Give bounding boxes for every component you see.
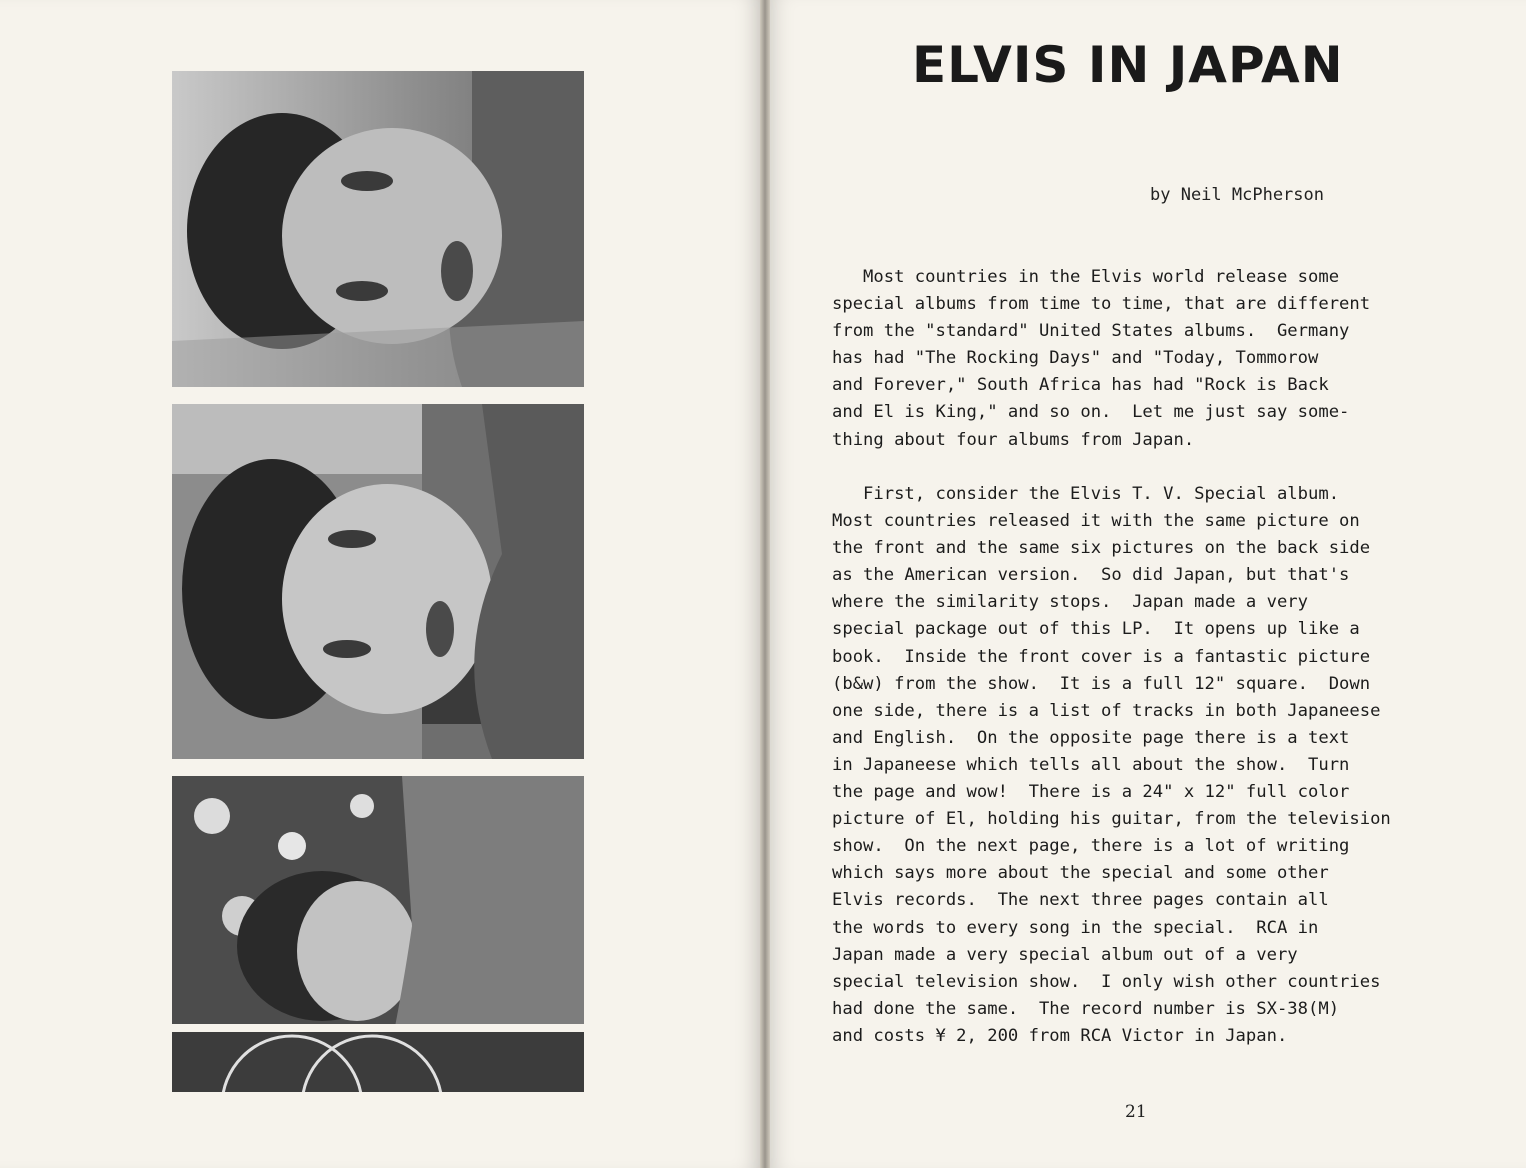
paragraph-line: where the similarity stops. Japan made a very	[832, 592, 1308, 613]
paragraph-line: from the "standard" United States albums. Germany	[832, 321, 1350, 342]
elvis-portrait-photo-1	[172, 71, 584, 387]
paragraph-line: Most countries released it with the same picture on	[832, 511, 1360, 532]
paragraph-line: and El is King," and so on. Let me just say some-	[832, 402, 1350, 423]
paragraph-line: Most countries in the Elvis world release some	[832, 267, 1340, 287]
paragraph-line: as the American version. So did Japan, but that's	[832, 565, 1350, 586]
paragraph-line: one side, there is a list of tracks in both Japaneese	[832, 700, 1381, 721]
paragraph-line: Japan made a very special album out of a very	[832, 944, 1298, 965]
left-page	[0, 0, 760, 1168]
paragraph-line: the words to every song in the special. RCA in	[832, 917, 1319, 938]
paragraph-line: the page and wow! There is a 24" x 12" full color	[832, 782, 1350, 803]
paragraph-line: had done the same. The record number is SX-38(M)	[832, 998, 1340, 1019]
paragraph-line: which says more about the special and some other	[832, 863, 1329, 884]
paragraph-line: special albums from time to time, that are different	[832, 294, 1371, 315]
paragraph-line: First, consider the Elvis T. V. Special album.	[832, 484, 1340, 504]
paragraph-line: and English. On the opposite page there is a text	[832, 727, 1350, 748]
book-gutter	[760, 0, 770, 1168]
paragraph-line: picture of El, holding his guitar, from the television	[832, 809, 1391, 830]
paragraph-line: and costs ¥ 2, 200 from RCA Victor in Japan.	[832, 1025, 1288, 1046]
paragraph-line: book. Inside the front cover is a fantastic picture	[832, 646, 1371, 667]
article-paragraph-2	[832, 481, 1472, 1050]
paragraph-line: special television show. I only wish other countries	[832, 971, 1381, 992]
paragraph-line: special package out of this LP. It opens up like a	[832, 619, 1360, 640]
paragraph-line: (b&w) from the show. It is a full 12" square. Down	[832, 673, 1371, 694]
article-title: ELVIS IN JAPAN	[912, 36, 1344, 94]
article-byline: by Neil McPherson	[1150, 185, 1324, 205]
paragraph-line: in Japaneese which tells all about the show. Turn	[832, 754, 1350, 775]
paragraph-line: show. On the next page, there is a lot of writing	[832, 836, 1350, 857]
paragraph-line: the front and the same six pictures on the back side	[832, 538, 1371, 559]
elvis-portrait-photo-2	[172, 404, 584, 759]
paragraph-line: Elvis records. The next three pages contain all	[832, 890, 1329, 911]
paragraph-line: has had "The Rocking Days" and "Today, Tommorow	[832, 348, 1319, 369]
elvis-portrait-photo-3	[172, 776, 584, 1092]
article-paragraph-1	[832, 264, 1472, 454]
paragraph-line: and Forever," South Africa has had "Rock is Back	[832, 375, 1329, 396]
paragraph-line: thing about four albums from Japan.	[832, 429, 1195, 450]
page-number: 21	[1125, 1102, 1147, 1122]
